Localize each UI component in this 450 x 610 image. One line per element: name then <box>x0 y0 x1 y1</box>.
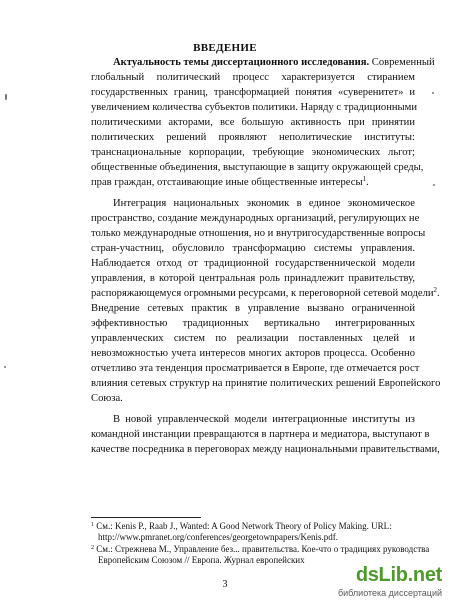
paragraph-line: глобальный политический процесс характеризуется стиранием <box>91 72 415 83</box>
footnote-ref: 2 <box>433 286 438 294</box>
footnote-text: См.: Стрежнева М., Управление без... правительства. Кое-что о традициях руководства <box>94 544 430 554</box>
paragraph-line: управления, в которой центральная роль принадлежит правительству, <box>91 273 415 284</box>
line-text: Современный <box>369 57 435 68</box>
line-text: . <box>437 288 440 299</box>
paragraph-line: влияния сетевых структур на принятие политических решений Европейского <box>91 378 441 389</box>
watermark-logo: dsLib.net <box>355 564 442 586</box>
scan-speck <box>433 184 435 186</box>
footnote-text: См.: Kenis P., Raab J., Wanted: A Good Network Theory of Policy Making. URL: <box>94 521 392 531</box>
paragraph-line: пространство, создание международных организаций, регулирующих не <box>91 213 420 224</box>
line-text: распоряжающемуся огромными ресурсами, к переговорной сетевой модели <box>91 288 434 299</box>
footnote-line: Европейским Союзом // Европа. Журнал европейских <box>98 555 305 565</box>
site-watermark <box>324 564 442 602</box>
line-text: . <box>366 177 369 188</box>
scan-speck <box>432 92 434 94</box>
paragraph-line: невозможностью учета интересов многих акторов процесса. Особенно <box>91 348 415 359</box>
paragraph-line: качестве посредника в переговорах между национальными правительствами, <box>91 444 440 455</box>
paragraph-line: транснациональные корпорации, требующие экономических льгот; <box>91 147 415 158</box>
paragraph-line: стран-участниц, обусловило трансформацию системы управления. <box>91 243 415 254</box>
paragraph-line: отчетливо эта тенденция просматривается в Европе, где отмечается рост <box>91 363 420 374</box>
paragraph-line: политическими акторами, все большую активность при принятии <box>91 117 415 128</box>
paragraph-line <box>91 176 415 190</box>
paragraph-line: государственных границ, трансформацией понятия «суверенитет» и <box>91 87 415 98</box>
footnote-mark: 1 <box>91 522 94 528</box>
paragraph-line: Наблюдается отход от традиционной государственнической модели <box>91 258 415 269</box>
paragraph-line <box>113 56 435 70</box>
paragraph-line: Интеграция национальных экономик в единое экономическое <box>113 198 415 209</box>
paragraph-line: общественные объединения, выступающие в защиту окружающей среды, <box>91 162 424 173</box>
paragraph-line: только международные отношения, но и внутригосударственные вопросы <box>91 228 426 239</box>
paragraph-line: Внедрение сетевых практик в управление вызвано ограниченной <box>91 303 415 314</box>
paragraph-line <box>91 286 440 301</box>
section-heading: ВВЕДЕНИЕ <box>193 42 257 54</box>
paragraph-line: политических решений проявляют неполитические институты: <box>91 132 415 143</box>
scan-speck <box>5 94 7 100</box>
watermark-subtitle: библиотека диссертаций <box>337 588 442 598</box>
paragraph-line: увеличением количества субъектов политики. Наряду с традиционными <box>91 102 418 113</box>
footnote-mark: 2 <box>91 545 94 551</box>
line-text: прав граждан, отстаивающие иные общественные интересы <box>91 177 363 188</box>
scan-speck <box>4 366 6 368</box>
footnote-line: http://www.pmranet.org/conferences/georgetownpapers/Kenis.pdf. <box>98 532 339 542</box>
footnote-divider <box>91 517 201 518</box>
paragraph-line: эффективностью традиционных вертикально интегрированных <box>91 318 415 329</box>
paragraph-line: Союза. <box>91 393 123 404</box>
page-number: 3 <box>222 579 228 590</box>
paragraph-line: В новой управленческой модели интеграционные институты из <box>113 414 415 425</box>
footnote-line <box>91 521 415 532</box>
topic-heading: Актуальность темы диссертационного исследования. <box>113 57 370 68</box>
paragraph-line: командной инстанции превращаются в партнера и медиатора, выступают в <box>91 429 430 440</box>
paragraph-line: управленческих систем по реализации поставленных целей и <box>91 333 415 344</box>
footnote-ref: 1 <box>362 175 367 183</box>
footnote-line <box>91 544 430 555</box>
